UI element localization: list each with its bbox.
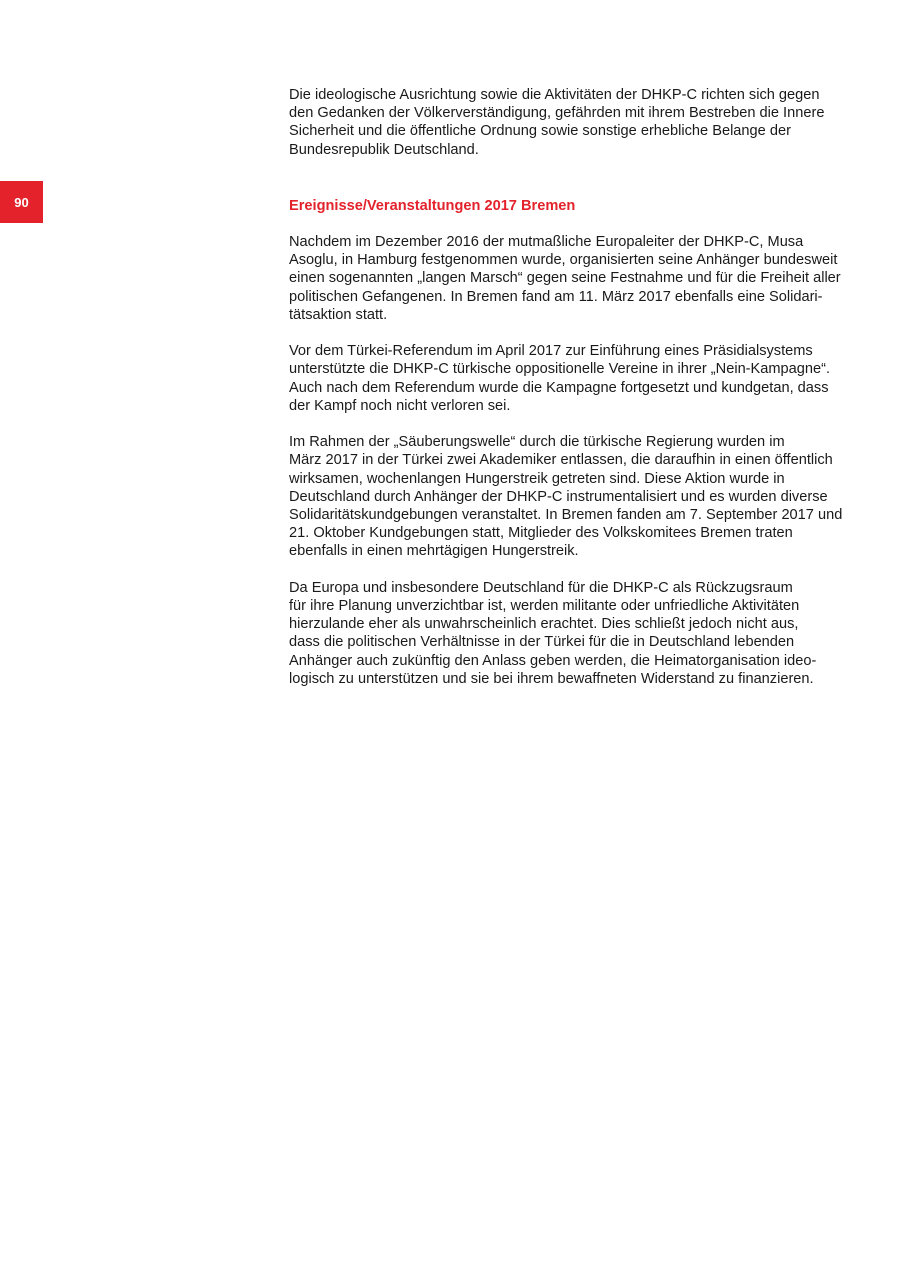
text-line: politischen Gefangenen. In Bremen fand am 11. März 2017 ebenfalls eine Solidari-	[289, 288, 823, 305]
text-line: März 2017 in der Türkei zwei Akademiker entlassen, die daraufhin in einen öffentlich	[289, 452, 833, 469]
section-heading: Ereignisse/Veranstaltungen 2017 Bremen	[289, 197, 576, 214]
text-line: Asoglu, in Hamburg festgenommen wurde, organisierten seine Anhänger bundesweit	[289, 252, 838, 269]
text-line: einen sogenannten „langen Marsch“ gegen seine Festnahme und für die Freiheit aller	[289, 270, 841, 287]
text-line: Die ideologische Ausrichtung sowie die Aktivitäten der DHKP-C richten sich gegen	[289, 87, 820, 103]
text-line: Nachdem im Dezember 2016 der mutmaßliche Europaleiter der DHKP-C, Musa	[289, 234, 804, 251]
paragraph-hungerstreik	[289, 433, 843, 560]
text-line: dass die politischen Verhältnisse in der Türkei für die in Deutschland lebenden	[289, 634, 795, 651]
text-line: Im Rahmen der „Säuberungswelle“ durch die türkische Regierung wurden im	[289, 434, 785, 451]
paragraph-referendum	[289, 342, 837, 415]
text-line: wirksamen, wochenlangen Hungerstreik getreten sind. Diese Aktion wurde in	[289, 470, 785, 487]
text-line: Bundesrepublik Deutschland.	[289, 141, 479, 158]
text-line: für ihre Planung unverzichtbar ist, werden militante oder unfriedliche Aktivitäten	[289, 598, 800, 615]
text-line: unterstützte die DHKP-C türkische oppositionelle Vereine in ihrer „Nein-Kampagne“.	[289, 361, 831, 378]
text-line: tätsaktion statt.	[289, 306, 388, 323]
text-line: Vor dem Türkei-Referendum im April 2017 zur Einführung eines Präsidialsystems	[289, 343, 813, 360]
intro-paragraph	[289, 86, 837, 159]
text-line: Auch nach dem Referendum wurde die Kampagne fortgesetzt und kundgetan, dass	[289, 379, 829, 396]
text-line: Da Europa und insbesondere Deutschland für die DHKP-C als Rückzugsraum	[289, 579, 793, 596]
text-line: hierzulande eher als unwahrscheinlich erachtet. Dies schließt jedoch nicht aus,	[289, 616, 799, 633]
text-line: 21. Oktober Kundgebungen statt, Mitglieder des Volkskomitees Bremen traten	[289, 525, 793, 542]
page-number: 90	[14, 194, 29, 210]
text-line: ebenfalls in einen mehrtägigen Hungerstreik.	[289, 543, 579, 560]
text-line: Solidaritätskundgebungen veranstaltet. In Bremen fanden am 7. September 2017 und	[289, 507, 843, 524]
page-number-tab	[0, 181, 43, 223]
text-line: Deutschland durch Anhänger der DHKP-C instrumentalisiert und es wurden diverse	[289, 488, 828, 505]
paragraph-musa-asoglu	[289, 233, 841, 324]
text-line: Anhänger auch zukünftig den Anlass geben werden, die Heimatorganisation ideo-	[289, 652, 817, 669]
paragraph-rueckzugsraum	[289, 579, 837, 688]
document-body	[289, 86, 843, 688]
text-line: den Gedanken der Völkerverständigung, gefährden mit ihrem Bestreben die Innere	[289, 105, 825, 122]
text-line: der Kampf noch nicht verloren sei.	[289, 397, 511, 414]
text-line: logisch zu unterstützen und sie bei ihrem bewaffneten Widerstand zu finanzieren.	[289, 670, 814, 687]
text-line: Sicherheit und die öffentliche Ordnung sowie sonstige erhebliche Belange der	[289, 123, 791, 140]
